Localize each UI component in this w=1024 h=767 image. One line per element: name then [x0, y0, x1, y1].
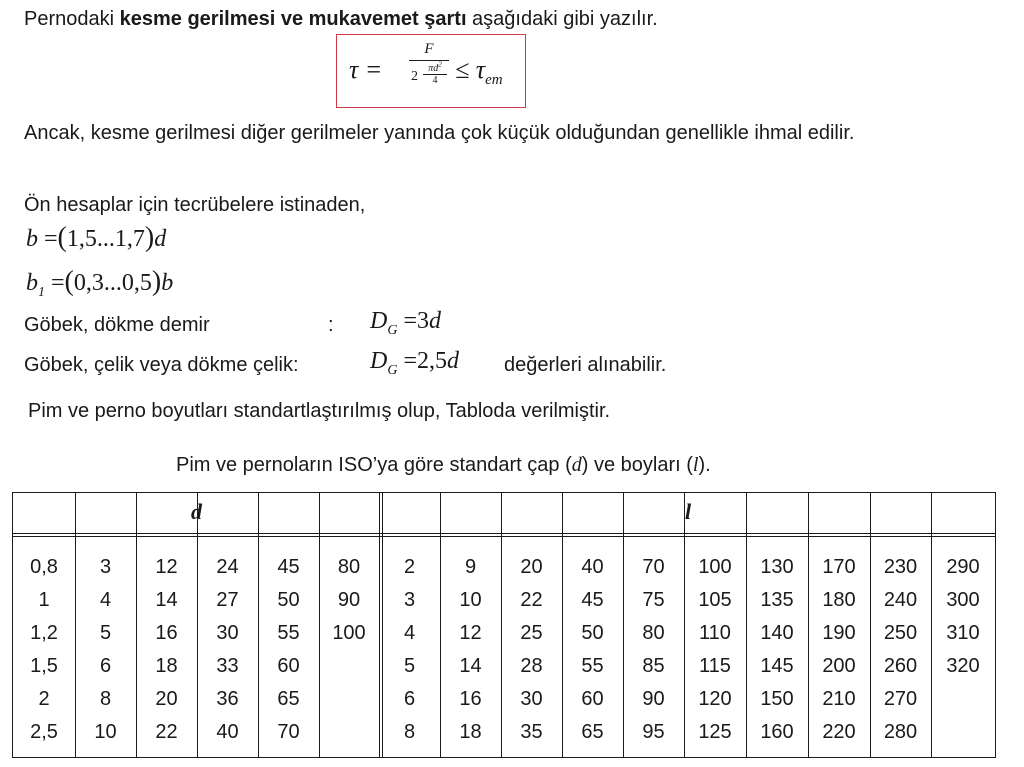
l-value-cell: 8 — [403, 721, 416, 743]
l-value-column — [440, 551, 501, 749]
intro-pre: Pernodaki — [24, 8, 120, 30]
eq-b-eq: = — [44, 226, 58, 252]
hub-steel-var: D — [370, 348, 388, 374]
l-value-cell: 5 — [403, 655, 416, 677]
eq-b-var: b — [26, 226, 38, 252]
l-value-column — [931, 551, 995, 749]
l-value-cell: 9 — [464, 556, 477, 578]
l-value-cell: 12 — [459, 622, 482, 644]
den-num: πd — [428, 63, 439, 75]
l-value-cell: 230 — [883, 556, 918, 578]
caption-d: d — [571, 454, 582, 476]
l-value-cell: 220 — [822, 721, 856, 743]
d-value-cell: 55 — [277, 622, 300, 644]
eq-b-lp: ( — [57, 222, 67, 253]
d-value-cell: 65 — [277, 688, 300, 710]
l-value-cell: 110 — [699, 622, 731, 644]
d-value-cell: 60 — [277, 655, 300, 677]
caption-mid: ) ve boyları ( — [581, 454, 693, 476]
l-value-cell: 70 — [642, 556, 665, 578]
l-value-cell: 4 — [403, 622, 416, 644]
d-value-cell: 45 — [277, 556, 300, 578]
l-value-column — [808, 551, 870, 749]
l-value-cell: 90 — [642, 688, 665, 710]
d-value-column — [319, 551, 379, 749]
hub-cast-colon: : — [328, 314, 334, 336]
d-value-cell: 30 — [216, 622, 239, 644]
caption-pre: Pim ve pernoların ISO’ya göre standart çap ( — [176, 454, 572, 476]
hub-cast-label: Göbek, dökme demir — [24, 314, 210, 336]
l-value-cell: 30 — [520, 688, 543, 710]
l-value-column — [623, 551, 684, 749]
l-value-cell: 100 — [698, 556, 732, 578]
l-value-cell: 115 — [699, 655, 731, 677]
l-value-cell: 250 — [883, 622, 918, 644]
l-value-cell: 145 — [760, 655, 794, 677]
den-sub-num — [428, 63, 442, 74]
eq-b1-suffix: b — [161, 270, 174, 296]
eq-b1-range: 0,3...0,5 — [73, 270, 152, 296]
l-value-cell — [931, 716, 995, 749]
d-value-cell: 1,5 — [30, 655, 58, 677]
rhs-sub: em — [485, 72, 503, 89]
l-value-column — [870, 551, 931, 749]
d-value-column — [13, 551, 75, 749]
d-value-cell: 24 — [216, 556, 239, 578]
d-value-cell: 3 — [99, 556, 112, 578]
l-value-cell: 140 — [760, 622, 794, 644]
d-value-cell: 16 — [155, 622, 178, 644]
l-value-cell: 3 — [403, 589, 416, 611]
eq-b-suffix: d — [154, 226, 167, 252]
l-value-cell: 135 — [760, 589, 794, 611]
eq-b-rp: ) — [144, 222, 155, 253]
l-value-cell: 55 — [581, 655, 604, 677]
d-value-cell: 50 — [277, 589, 300, 611]
d-value-cell: 0,8 — [30, 556, 58, 578]
eq-b1-lp: ( — [64, 266, 74, 297]
hub-cast-equals: = — [403, 308, 418, 334]
eq-b-range: 1,5...1,7 — [66, 226, 145, 252]
d-value-cell: 12 — [155, 556, 178, 578]
l-value-cell: 60 — [581, 688, 604, 710]
hub-steel-suffix: değerleri alınabilir. — [504, 354, 667, 376]
l-value-cell: 105 — [698, 589, 732, 611]
d-value-cell — [319, 650, 379, 683]
hub-steel-d: d — [447, 348, 460, 374]
l-value-cell: 75 — [642, 589, 665, 611]
shear-formula-box — [336, 34, 526, 108]
d-header: d — [191, 499, 202, 524]
l-value-cell: 260 — [883, 655, 918, 677]
hub-steel-equals: = — [403, 348, 418, 374]
d-value-cell: 5 — [99, 622, 112, 644]
l-value-cell: 16 — [459, 688, 482, 710]
l-value-cell: 240 — [883, 589, 918, 611]
l-value-cell: 95 — [642, 721, 665, 743]
l-value-column — [501, 551, 562, 749]
l-value-cell: 170 — [822, 556, 856, 578]
pre-calc-text: Ön hesaplar için tecrübelere istinaden, — [24, 194, 366, 216]
l-value-cell: 120 — [698, 688, 732, 710]
d-value-cell: 100 — [332, 622, 366, 644]
l-header: l — [685, 499, 692, 524]
formula-denominator — [409, 63, 449, 93]
intro-text — [24, 8, 658, 31]
l-value-cell: 270 — [883, 688, 918, 710]
l-value-cell: 180 — [822, 589, 856, 611]
den-subfraction — [423, 61, 447, 86]
d-value-column — [75, 551, 136, 749]
d-value-column — [136, 551, 197, 749]
d-value-cell: 6 — [99, 655, 112, 677]
l-value-cell: 310 — [946, 622, 980, 644]
d-value-cell — [319, 716, 379, 749]
l-value-cell: 130 — [760, 556, 794, 578]
formula-numerator: F — [424, 41, 434, 57]
iso-pin-table — [12, 492, 996, 758]
l-value-column — [562, 551, 623, 749]
hub-cast-eq — [370, 308, 441, 339]
l-value-cell: 65 — [581, 721, 604, 743]
l-value-cell: 14 — [459, 655, 482, 677]
d-value-cell: 8 — [99, 688, 112, 710]
l-value-cell: 85 — [642, 655, 665, 677]
hub-cast-val: 3 — [417, 308, 430, 334]
rhs-tau: ≤ τ — [455, 55, 486, 84]
hub-cast-var: D — [370, 308, 388, 334]
l-value-cell: 320 — [946, 655, 980, 677]
d-value-column — [258, 551, 319, 749]
l-value-cell: 20 — [520, 556, 543, 578]
l-value-cell: 150 — [760, 688, 794, 710]
hub-steel-sub: G — [387, 362, 398, 378]
l-value-cell: 125 — [698, 721, 732, 743]
eq-b1 — [26, 266, 173, 301]
eq-b1-rp: ) — [151, 266, 162, 297]
hub-cast-sub: G — [387, 322, 398, 338]
d-value-cell: 1,2 — [30, 622, 58, 644]
l-value-column — [379, 551, 440, 749]
hub-cast-d: d — [429, 308, 442, 334]
l-value-cell: 210 — [822, 688, 856, 710]
l-value-cell: 40 — [581, 556, 604, 578]
intro-bold: kesme gerilmesi ve mukavemet şartı — [119, 8, 467, 30]
l-value-cell: 190 — [822, 622, 856, 644]
l-value-cell: 35 — [520, 721, 543, 743]
standard-note: Pim ve perno boyutları standartlaştırılmış olup, Tabloda verilmiştir. — [28, 400, 611, 422]
l-value-cell: 22 — [520, 589, 543, 611]
d-value-cell: 14 — [155, 589, 178, 611]
eq-b1-eq: = — [51, 270, 65, 296]
d-value-cell: 36 — [216, 688, 239, 710]
hub-steel-val: 2,5 — [417, 348, 448, 374]
d-value-cell: 80 — [337, 556, 361, 578]
neglect-note: Ancak, kesme gerilmesi diğer gerilmeler yanında çok küçük olduğundan genellikle ihmal edilir. — [24, 122, 855, 144]
den-exp: 2 — [438, 61, 442, 69]
l-value-cell: 18 — [459, 721, 482, 743]
d-value-cell: 27 — [216, 589, 239, 611]
l-value-cell: 50 — [581, 622, 604, 644]
l-value-cell: 25 — [520, 622, 543, 644]
l-value-cell: 300 — [946, 589, 980, 611]
d-value-column — [197, 551, 258, 749]
caption-post: ). — [698, 454, 711, 476]
l-value-cell: 160 — [760, 721, 794, 743]
den-den: 4 — [432, 75, 438, 87]
formula-fraction — [409, 41, 449, 93]
d-value-cell: 1 — [38, 589, 50, 611]
eq-b1-var: b — [26, 270, 38, 296]
den-factor: 2 — [411, 69, 418, 84]
caption-l: l — [692, 454, 699, 476]
d-value-cell: 20 — [155, 688, 178, 710]
d-value-cell: 4 — [99, 589, 112, 611]
hub-steel-label: Göbek, çelik veya dökme çelik: — [24, 354, 299, 376]
table-caption — [176, 454, 711, 477]
l-value-cell: 2 — [403, 556, 416, 578]
l-value-cell: 45 — [581, 589, 604, 611]
l-value-cell: 6 — [403, 688, 416, 710]
l-value-cell: 290 — [946, 556, 980, 578]
l-value-cell: 28 — [520, 655, 543, 677]
d-value-cell: 70 — [277, 721, 300, 743]
hub-steel-eq — [370, 348, 459, 379]
header-divider — [13, 533, 995, 537]
d-value-cell: 2 — [38, 688, 50, 710]
intro-post: aşağıdaki gibi yazılır. — [466, 8, 658, 30]
l-value-cell — [931, 683, 995, 716]
formula-rhs — [455, 55, 503, 89]
d-value-cell: 18 — [155, 655, 178, 677]
l-value-cell: 200 — [822, 655, 856, 677]
d-value-cell: 2,5 — [30, 721, 58, 743]
l-value-column — [684, 551, 746, 749]
d-value-cell: 90 — [337, 589, 361, 611]
d-value-cell: 40 — [216, 721, 239, 743]
eq-b1-sub: 1 — [38, 284, 45, 300]
l-value-column — [746, 551, 808, 749]
l-value-cell: 280 — [883, 721, 918, 743]
l-value-cell: 10 — [459, 589, 482, 611]
d-value-cell: 22 — [155, 721, 178, 743]
l-value-cell: 80 — [642, 622, 665, 644]
d-value-cell: 10 — [94, 721, 117, 743]
d-value-cell: 33 — [216, 655, 239, 677]
d-value-cell — [319, 683, 379, 716]
eq-b — [26, 222, 166, 254]
formula-lhs: τ = — [349, 55, 383, 84]
